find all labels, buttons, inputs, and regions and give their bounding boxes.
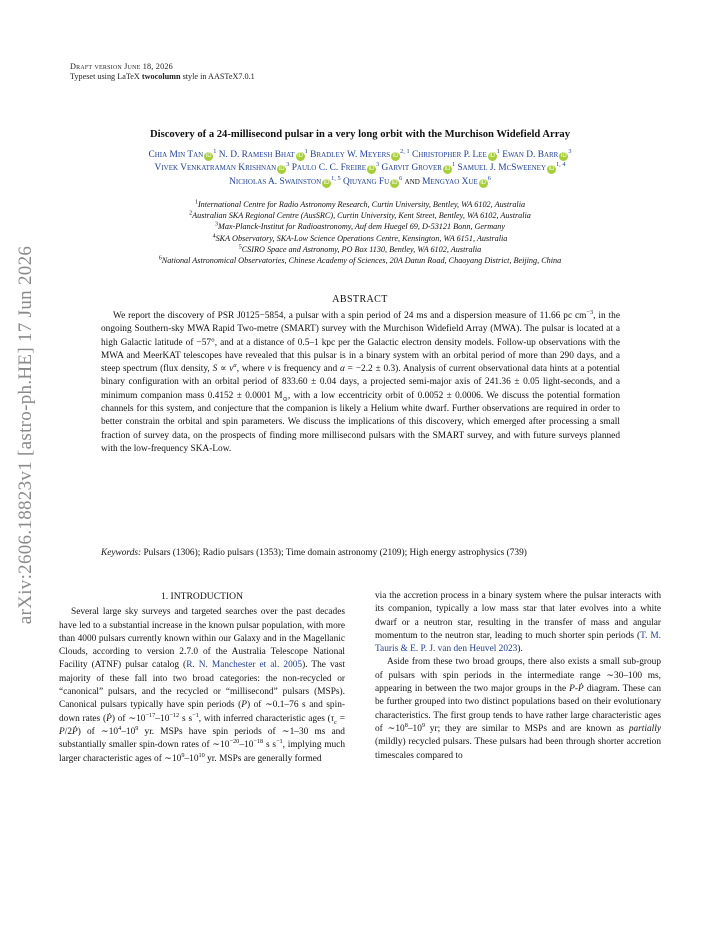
keywords: Keywords: Pulsars (1306); Radio pulsars (1353); Time domain astronomy (2109); High energy astrophysics (739) <box>101 548 527 558</box>
orcid-icon: iD <box>561 153 567 159</box>
typeset-note: Typeset using LaTeX twocolumn style in AASTeX7.0.1 <box>70 72 255 81</box>
orcid-icon: iD <box>489 153 496 159</box>
author-name: Christopher P. Lee <box>411 150 487 160</box>
section-heading: 1. INTRODUCTION <box>160 591 244 602</box>
author-name: Nicholas A. Swainston <box>229 176 322 187</box>
orcid-icon: iD <box>297 153 303 159</box>
author-name: Bradley W. Meyers <box>310 150 391 160</box>
orcid-icon: iD <box>368 166 375 173</box>
orcid-icon: iD <box>444 166 451 173</box>
author-name: Samuel J. McSweeney <box>457 163 547 174</box>
left-column <box>59 590 345 766</box>
abstract-heading: ABSTRACT <box>332 294 388 305</box>
orcid-icon: iD <box>480 179 487 186</box>
affiliation: $^2$Australian SKA Regional Centre (AusSRC), Curtin University, Kent Street, Bentley, WA 6102, Australia <box>189 210 531 221</box>
intro-paragraph: via the accretion process in a binary system where the pulsar interacts with its companion, typically a low mass star that later evolves into a white dwarf or a neutron star, resulting in the transfer of mass and angular momentum to the neutron star, leading to much shorter spin periods (T. M. Tauris & E. P. J. van den Heuvel 2023). <box>375 591 661 655</box>
author-name: Paulo C. C. Freire <box>291 163 367 174</box>
author-list: Chia Min Tan $iD^1$ N. D. Ramesh Bhat $iD^1$ Bradley W. Meyers iD$^{2, 1}$ Christopher P. Lee $iD^1$ Ewan D. Barr $iD^3$ Vivek Venkatraman Krishnan $iD^3$ Paulo C. C. Freire $iD^3$ Garvit Grover $iD^1$ Samuel J. McSweeney iD$^{1, 4}$ Nicholas A. Swainston iD$^{1, 5}$ Qiuyang Fu $iD^6$ and Mengyao Xue $iD^6$ <box>148 147 572 187</box>
orcid-icon: iD <box>278 166 285 173</box>
orcid-icon: iD <box>205 153 212 159</box>
draft-date: Draft version June 18, 2026 <box>70 62 173 71</box>
orcid-icon: iD <box>392 153 399 159</box>
author-name: Qiuyang Fu <box>342 176 390 187</box>
affiliation: $^3$Max-Planck-Institut for Radioastronomy, Auf dem Huegel 69, D-53121 Bonn, Germany <box>215 221 505 232</box>
right-column <box>375 590 661 763</box>
citation-link[interactable]: T. M. Tauris & E. P. J. van den Heuvel 2023 <box>375 630 661 655</box>
intro-paragraph: Several large sky surveys and targeted searches over the past decades have led to a substantial increase in the known pulsar population, with more than 4000 pulsars currently known within our Galaxy and in the Magellanic Clouds, according to version 2.7.0 of the Australia Telescope National Facility (ATNF) pulsar catalog (R. N. Manchester et al. 2005). The vast majority of these fall into two broad categories: the non-recycled or “canonical” pulsars, and the recycled or “millisecond” pulsars (MSPs). Canonical pulsars typically have spin periods (P) of ∼0.1–76 s and spin-down rates (Ṗ) of $\sim 10^{-17}-10^{-12}$ s $s^{-1}$, with inferred characteristic ages ($\tau_c$ = P/2Ṗ) of $\sim 10^4-10^9$ yr. MSPs have spin periods of ∼1–30 ms and substantially smaller spin-down rates of $\sim 10^{-20}-10^{-18}$ s $s^{-1}$, implying much larger characteristic ages of $\sim 10^9-10^{10}$ yr. MSPs are generally formed <box>59 607 346 764</box>
orcid-icon: iD <box>391 179 398 186</box>
intro-paragraph: Aside from these two broad groups, there also exists a small sub-group of pulsars with spin periods in the intermediate range ∼30–100 ms, appearing in between the two major groups in the P-Ṗ diagram. These can be further grouped into two distinct populations based on their evolutionary characteristics. The first group tends to have rather large characteristic ages of $\sim 10^8-10^9$ yr; they are similar to MSPs and are known as partially (mildly) recycled pulsars. These pulsars had been through shorter accretion timescales compared to <box>375 657 661 761</box>
paper-title: Discovery of a 24-millisecond pulsar in a very long orbit with the Murchison Widefield Array <box>149 129 571 140</box>
author-name: Vivek Venkatraman Krishnan <box>154 163 277 174</box>
abstract-text: We report the discovery of PSR J0125−5854, a pulsar with a spin period of 24 ms and a dispersion measure of 11.66 pc $cm^{-3}$, in the ongoing Southern-sky MWA Rapid Two-metre (SMART) survey with the Murchison Widefield Array (MWA). The pulsar is located at a high Galactic latitude of −57°, and at a distance of 0.5–1 kpc per the Galactic electron density models. Follow-up observations with the MWA and MeerKAT telescopes have revealed that this pulsar is in a binary system with an orbital period of more than 290 days, and a steep spectrum (flux density, $S \propto \nu^\alpha$, where ν is frequency and α = −2.2 ± 0.3). Analysis of current observational data hints at a potential binary configuration with an orbital period of 833.60 ± 0.04 days, a projected semi-major axis of 241.36 ± 0.05 light-seconds, and a minimum companion mass 0.4152 ± 0.0001 $M_⊙$, with a low eccentricity orbit of 0.0052 ± 0.0006. We discuss the potential formation channels for this system, and conjecture that the companion is likely a Helium white dwarf. Further observations are required in order to better constrain the orbital and spin parameters. We discuss the implications of this discovery, which emerged after processing a small fraction of survey data, on the prospects of finding more millisecond pulsars with the SMART survey, and with future surveys planned with the low-frequency SKA-Low. <box>101 308 620 454</box>
author-name: N. D. Ramesh Bhat <box>218 150 295 160</box>
orcid-icon: iD <box>548 166 555 173</box>
author-name: Garvit Grover <box>381 163 442 174</box>
latex-logo: LaTeX <box>117 72 140 81</box>
author-name: Ewan D. Barr <box>502 150 559 160</box>
author-name: Mengyao Xue <box>422 176 478 187</box>
affiliation-list <box>60 199 660 266</box>
affiliation: $^6$National Astronomical Observatories, Chinese Academy of Sciences, 20A Datun Road, Chaoyang District, Beijing, China <box>158 255 562 266</box>
arxiv-identifier: arXiv:2606.18823v1 [astro-ph.HE] 17 Jun 2026 <box>15 245 36 625</box>
author-name: Chia Min Tan <box>148 150 204 160</box>
orcid-icon: iD <box>323 179 330 186</box>
affiliation: $^1$International Centre for Radio Astronomy Research, Curtin University, Bentley, WA 6102, Australia <box>194 199 526 209</box>
affiliation: $^4$SKA Observatory, SKA-Low Science Operations Centre, Kensington, WA 6151, Australia <box>212 232 508 243</box>
affiliation: $^5$CSIRO Space and Astronomy, PO Box 1130, Bentley, WA 6102, Australia <box>238 244 482 254</box>
citation-link[interactable]: R. N. Manchester et al. 2005 <box>186 660 303 671</box>
